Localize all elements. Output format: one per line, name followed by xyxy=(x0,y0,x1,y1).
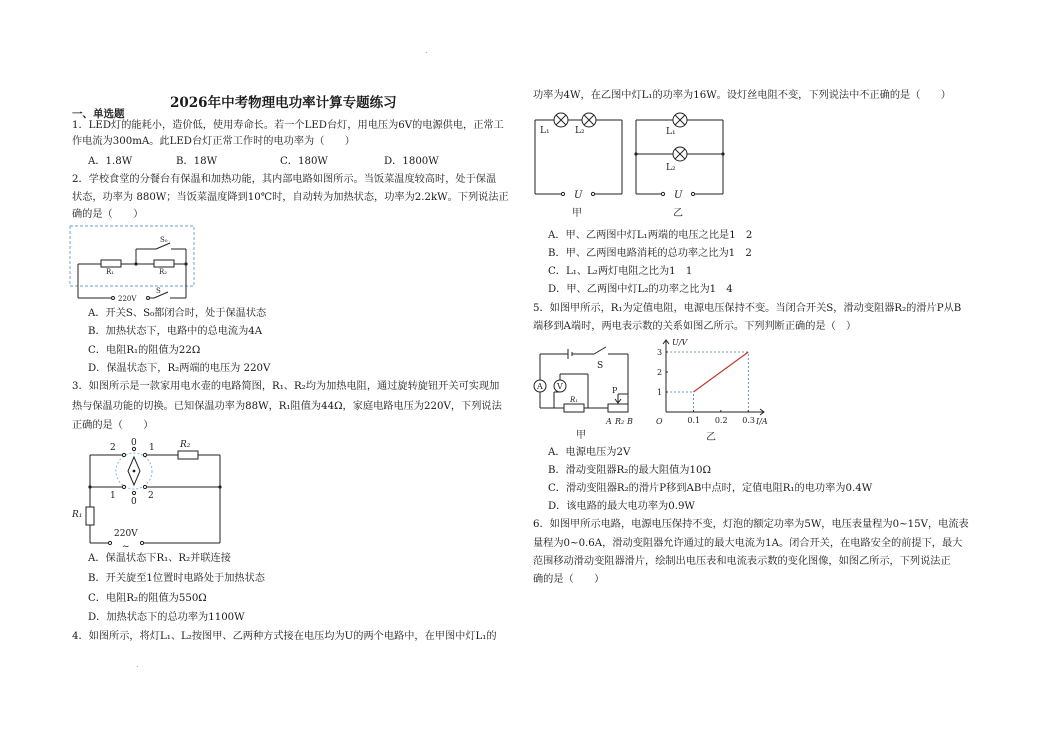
q4-label-u-yi: U xyxy=(674,190,683,201)
q2-resistor-r1 xyxy=(101,260,121,267)
q5-slider-p xyxy=(615,394,621,403)
q4-label-u-jia: U xyxy=(574,190,583,201)
origin-label: O xyxy=(656,417,663,426)
q1-option: C．180W xyxy=(280,156,328,167)
q5-label-ammeter: A xyxy=(537,382,543,391)
q4-label-l2: L₂ xyxy=(666,163,676,173)
x-axis-label: I/A xyxy=(756,417,768,426)
q6-line: 确的是（ ） xyxy=(533,574,605,585)
q5-label-switch: S xyxy=(597,361,604,371)
q2-option: B．加热状态下，电路中的总电流为4A xyxy=(88,326,263,337)
q6-line: 量程为0~0.6A，滑动变阻器允许通过的最大电流为1A。闭合开关，在电路安全的前提下，最大 xyxy=(533,538,963,549)
q3-label-pos2: 2 xyxy=(110,443,116,453)
q5-label-r1: R₁ xyxy=(570,396,579,404)
q1-option: B．18W xyxy=(176,156,218,167)
q3-resistor-r2 xyxy=(178,451,198,459)
y-axis-label: U/V xyxy=(672,338,688,347)
q3-line: 正确的是（ ） xyxy=(72,420,154,431)
q3-resistor-r1 xyxy=(86,507,94,525)
x-tick-label: 0.2 xyxy=(714,416,728,425)
q2-label-s: S xyxy=(156,287,161,295)
q3-label-pos0: 0 xyxy=(131,438,137,448)
q4-option: D．甲、乙两图中灯L₂的功率之比为1 4 xyxy=(548,284,733,295)
q3-label-r1: R₁ xyxy=(72,510,83,520)
q4-label-l1: L₁ xyxy=(540,126,550,136)
q5-line: 5．如图甲所示，R₁为定值电阻，电源电压保持不变。当闭合开关S，滑动变阻器R₂的滑片P从B xyxy=(533,303,962,314)
q1-line: 1．LED灯的能耗小，造价低，使用寿命长。若一个LED台灯，用电压为6V的电源供电，正常工 xyxy=(72,120,504,131)
q2-line: 2．学校食堂的分餐台有保温和加热功能，其内部电路如图所示。当饭菜温度较高时，处于保温 xyxy=(72,174,497,185)
q3-label-r2: R₂ xyxy=(180,440,191,450)
q2-option: C．电阻R₁的阻值为22Ω xyxy=(88,345,201,356)
q2-label-s0: S₀ xyxy=(160,236,168,244)
q3-option: C．电阻R₂的阻值为550Ω xyxy=(88,593,207,604)
section-heading: 一、单选题 xyxy=(72,108,125,120)
q3-label-pos2: 2 xyxy=(148,491,154,501)
q3-label-pos1: 1 xyxy=(149,443,155,453)
x-tick-label: 0.3 xyxy=(742,416,756,425)
q6-line: 6．如图甲所示电路，电源电压保持不变，灯泡的额定功率为5W，电压表量程为0~15V，电流表 xyxy=(533,519,969,530)
q5-label-yi: 乙 xyxy=(706,432,716,443)
q5-label-jia: 甲 xyxy=(576,430,586,441)
q5-resistor-r1 xyxy=(564,404,584,412)
q3-line: 热与保温功能的切换。已知保温功率为88W，R₁阻值为44Ω，家庭电路电压为220V，下列说法 xyxy=(72,401,502,412)
q3-option: B．开关旋至1位置时电路处于加热状态 xyxy=(88,573,265,584)
q5-label-end-b: B xyxy=(627,417,633,426)
page-title: 2026年中考物理电功率计算专题练习 xyxy=(170,95,397,111)
q2-line: 确的是（ ） xyxy=(72,209,144,220)
q5-ui-graph xyxy=(652,336,770,444)
y-tick-label: 2 xyxy=(657,368,663,377)
q3-label-pos0: 0 xyxy=(131,497,137,507)
q2-label-r2: R₂ xyxy=(159,268,168,276)
q4-label-l1: L₁ xyxy=(666,127,676,137)
q5-option: A．电源电压为2V xyxy=(548,447,631,458)
q3-option: D．加热状态下的总功率为1100W xyxy=(88,612,245,623)
q4-line: 4．如图所示，将灯L₁、L₂按图甲、乙两种方式接在电压均为U的两个电路中，在甲图中灯L₁的 xyxy=(72,631,497,642)
y-tick-label: 3 xyxy=(657,348,663,357)
q3-option: A．保温状态下R₁、R₂并联连接 xyxy=(88,553,231,564)
q2-label-r1: R₁ xyxy=(106,268,115,276)
q4-label-yi: 乙 xyxy=(673,208,683,219)
q5-rheostat-r2 xyxy=(608,404,628,412)
q2-option: D．保温状态下，R₂两端的电压为 220V xyxy=(88,363,271,374)
q4-label-jia: 甲 xyxy=(572,208,582,219)
q4-option: A．甲、乙两图中灯L₁两端的电压之比是1 2 xyxy=(548,230,753,241)
x-tick-label: 0.1 xyxy=(687,416,701,425)
q5-option: C．滑动变阻器R₂的滑片P移到AB中点时，定值电阻R₁的电功率为0.4W xyxy=(548,483,873,494)
q1-option: D．1800W xyxy=(384,156,439,167)
q2-circuit-diagram xyxy=(68,224,198,306)
q3-label-voltage: 220V xyxy=(114,529,138,539)
q5-circuit-diagram xyxy=(528,344,636,442)
q5-option: D．该电路的最大电功率为0.9W xyxy=(548,501,695,512)
q3-label-pos1: 1 xyxy=(110,491,116,501)
y-tick-label: 1 xyxy=(657,388,663,397)
q2-label-voltage: 220V xyxy=(118,295,137,303)
series-line xyxy=(693,352,748,392)
q2-dashed-box xyxy=(70,226,194,286)
q4-label-l2: L₂ xyxy=(575,126,585,136)
q4-option: C．L₁、L₂两灯电阻之比为1 1 xyxy=(548,266,693,277)
q5-switch-s xyxy=(594,347,606,354)
q4-line: 功率为4W，在乙图中灯L₁的功率为16W。设灯丝电阻不变，下列说法中不正确的是（ ） xyxy=(533,90,951,101)
q3-line: 3．如图所示是一款家用电水壶的电路简图，R₁、R₂均为加热电阻，通过旋转旋钮开关可实现加 xyxy=(72,381,500,392)
q5-line: 端移到A端时，两电表示数的关系如图乙所示。下列判断正确的是（ ） xyxy=(533,321,857,332)
q4-option: B．甲、乙两图电路消耗的总功率之比为1 2 xyxy=(548,248,752,259)
q5-label-voltmeter: V xyxy=(557,382,563,391)
q3-label-ac: ~ xyxy=(122,542,130,552)
q1-option: A．1.8W xyxy=(88,156,133,167)
q6-line: 范围移动滑动变阻器滑片，绘制出电压表和电流表示数的变化图像，如图乙所示，下列说法正 xyxy=(533,556,951,567)
q5-label-r2: R₂ xyxy=(615,417,625,426)
q5-label-p: P xyxy=(612,386,618,395)
q2-option: A．开关S、S₀都闭合时，处于保温状态 xyxy=(88,308,267,319)
q3-circuit-diagram xyxy=(70,435,230,550)
q2-resistor-r2 xyxy=(154,260,174,267)
q5-label-end-a: A xyxy=(606,417,612,426)
q2-line: 状态，功率为 880W；当饭菜温度降到10℃时，自动转为加热状态，功率为2.2kW。下列说法正 xyxy=(72,192,509,203)
q4-circuit-diagrams xyxy=(530,104,730,222)
q5-option: B．滑动变阻器R₂的最大阻值为10Ω xyxy=(548,465,711,476)
q1-line: 作电流为300mA。此LED台灯正常工作时的电功率为（ ） xyxy=(72,136,355,147)
